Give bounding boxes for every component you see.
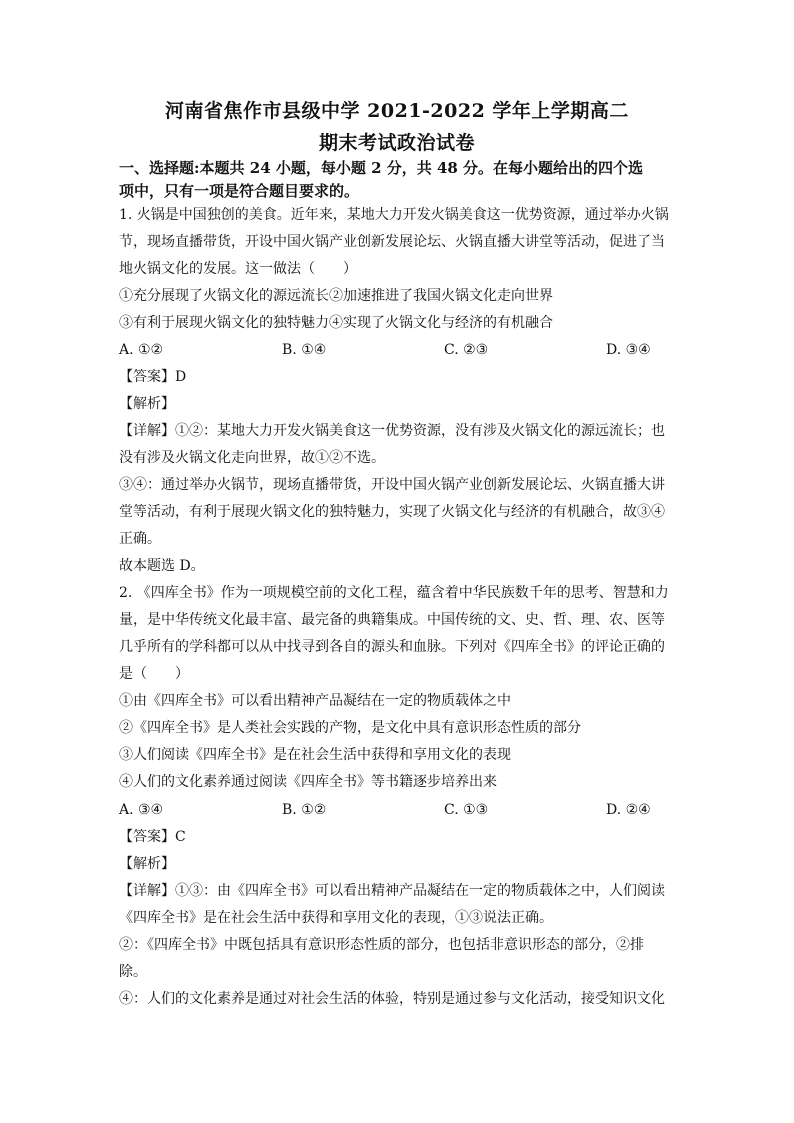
q2-analysis-label: 【解析】 — [119, 856, 175, 872]
q2-answer: 【答案】C — [119, 829, 186, 845]
q1-detail: 堂等活动，有利于展现火锅文化的独特魅力，实现了火锅文化与经济的有机融合，故③④ — [119, 504, 665, 520]
q2-stem: 2. 《四库全书》作为一项规模空前的文化工程，蕴含着中华民族数千年的思考、智慧和力 — [119, 585, 669, 601]
page-subtitle: 期末考试政治试卷 — [318, 132, 475, 154]
q2-detail: ②：《四库全书》中既包括具有意识形态性质的部分，也包括非意识形态的部分，②排 — [119, 937, 644, 953]
q1-option-d: D. ③④ — [606, 342, 651, 358]
q1-answer: 【答案】D — [119, 369, 187, 385]
q1-detail: 正确。 — [119, 531, 161, 547]
q1-detail: ③④：通过举办火锅节，现场直播带货，开设中国火锅产业创新发展论坛、火锅直播大讲 — [119, 477, 665, 493]
q1-option-a: A. ①② — [119, 342, 164, 358]
q2-stem: 量，是中华传统文化最丰富、最完备的典籍集成。中国传统的文、史、哲、理、农、医等 — [119, 612, 665, 628]
q2-option-a: A. ③④ — [119, 802, 164, 818]
q2-item: ④人们的文化素养通过阅读《四库全书》等书籍逐步培养出来 — [119, 774, 497, 790]
q1-detail: 【详解】①②：某地大力开发火锅美食这一优势资源，没有涉及火锅文化的源远流长；也 — [119, 423, 665, 439]
q1-analysis-label: 【解析】 — [119, 396, 175, 412]
section-heading-cont: 项中，只有一项是符合题目要求的。 — [119, 182, 360, 200]
q2-item: ③人们阅读《四库全书》是在社会生活中获得和享用文化的表现 — [119, 747, 511, 763]
q2-option-d: D. ②④ — [606, 802, 651, 818]
q2-detail: 除。 — [119, 964, 147, 980]
q1-detail: 没有涉及火锅文化走向世界，故①②不选。 — [119, 450, 385, 466]
q2-option-b: B. ①② — [282, 802, 327, 818]
q1-item: ③有利于展现火锅文化的独特魅力④实现了火锅文化与经济的有机融合 — [119, 315, 553, 331]
q1-conclusion: 故本题选 D。 — [119, 558, 205, 574]
q1-stem: 节，现场直播带货，开设中国火锅产业创新发展论坛、火锅直播大讲堂等活动，促进了当 — [119, 234, 665, 250]
q1-option-b: B. ①④ — [282, 342, 327, 358]
q1-item: ①充分展现了火锅文化的源远流长②加速推进了我国火锅文化走向世界 — [119, 288, 553, 304]
q2-detail: ④：人们的文化素养是通过对社会生活的体验，特别是通过参与文化活动，接受知识文化 — [119, 991, 665, 1007]
section-heading: 一、选择题:本题共 24 小题，每小题 2 分，共 48 分。在每小题给出的四个选 — [119, 159, 644, 177]
q2-detail: 《四库全书》是在社会生活中获得和享用文化的表现，①③说法正确。 — [119, 910, 553, 926]
q1-stem: 1. 火锅是中国独创的美食。近年来，某地大力开发火锅美食这一优势资源，通过举办火锅 — [119, 207, 669, 223]
q2-stem: 几乎所有的学科都可以从中找寻到各自的源头和血脉。下列对《四库全书》的评论正确的 — [119, 639, 665, 655]
q2-item: ②《四库全书》是人类社会实践的产物，是文化中具有意识形态性质的部分 — [119, 720, 581, 736]
q1-stem: 地火锅文化的发展。这一做法（ ） — [119, 261, 357, 277]
q1-option-c: C. ②③ — [444, 342, 489, 358]
q2-detail: 【详解】①③：由《四库全书》可以看出精神产品凝结在一定的物质载体之中，人们阅读 — [119, 883, 665, 899]
q2-option-c: C. ①③ — [444, 802, 489, 818]
q2-stem: 是（ ） — [119, 666, 189, 682]
q2-item: ①由《四库全书》可以看出精神产品凝结在一定的物质载体之中 — [119, 693, 511, 709]
page-title: 河南省焦作市县级中学 2021-2022 学年上学期高二 — [165, 100, 629, 122]
